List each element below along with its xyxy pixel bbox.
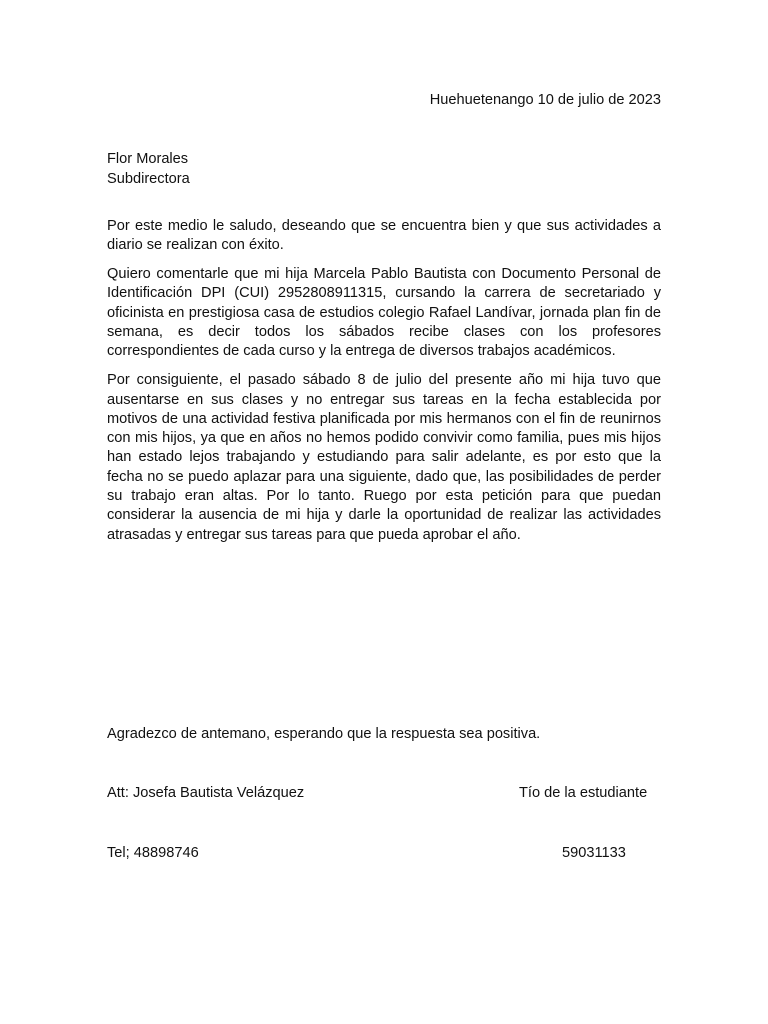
recipient-name: Flor Morales: [107, 151, 189, 167]
paragraph-request: Por consiguiente, el pasado sábado 8 de julio del presente año mi hija tuvo que ausentarse en sus clases y no entregar sus tareas en la fecha establecida por motivos de una actividad festiva planificada por mis hermanos con el fin de reunirnos con mis hijos, ya que en años no hemos podido convivir como familia, pues mis hijos han estado lejos trabajando y estudiando para salir adelante, es por esto que la fecha no se puedo aplazar para una siguiente, dado que, las posibilidades de perder su trabajo eran altas. Por lo tanto. Ruego por esta petición para que puedan considerar la ausencia de mi hija y darle la oportunidad de realizar las actividades atrasadas y entregar sus tareas para que pueda aprobar el año.: [107, 372, 661, 543]
phone-secondary: 59031133: [562, 845, 626, 861]
recipient-title: Subdirectora: [107, 171, 190, 187]
phone-primary: Tel; 48898746: [107, 845, 199, 861]
date-line: Huehuetenango 10 de julio de 2023: [429, 92, 661, 108]
letter-body: [107, 217, 661, 555]
paragraph-context: Quiero comentarle que mi hija Marcela Pablo Bautista con Documento Personal de Identificación DPI (CUI) 2952808911315, cursando la carrera de secretariado y oficinista en prestigiosa casa de estudios colegio Rafael Landívar, jornada plan fin de semana, es decir todos los sábados recibe clases con los profesores correspondientes de cada curso y la entrega de diversos trabajos académicos.: [107, 266, 661, 360]
paragraph-greeting: Por este medio le saludo, deseando que se encuentra bien y que sus actividades a diario se realizan con éxito.: [107, 218, 661, 254]
sender-relation: Tío de la estudiante: [519, 785, 648, 801]
recipient-block: [107, 149, 190, 189]
closing-line: Agradezco de antemano, esperando que la respuesta sea positiva.: [107, 726, 541, 742]
sender-name: Att: Josefa Bautista Velázquez: [107, 785, 305, 801]
